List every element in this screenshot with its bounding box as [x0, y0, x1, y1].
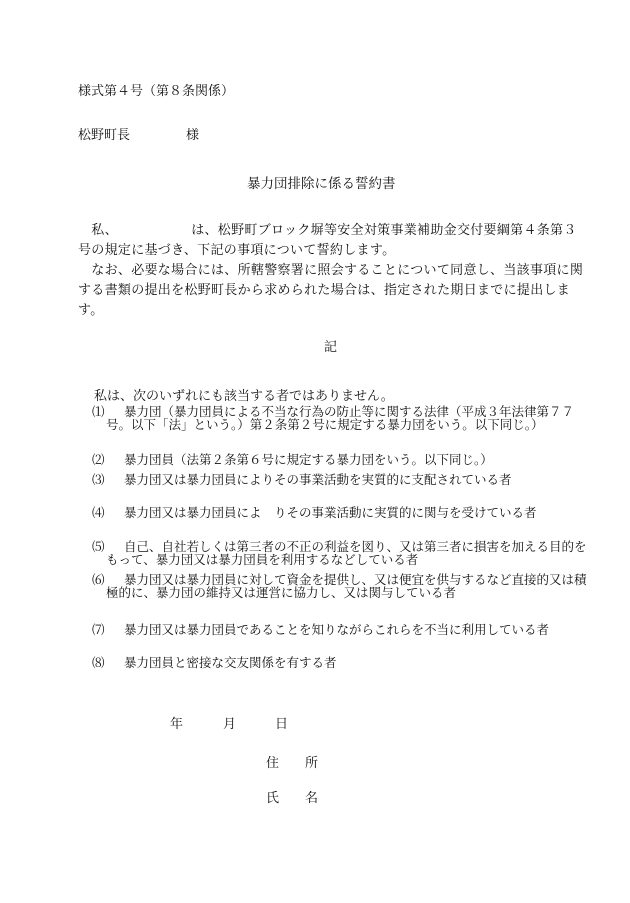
paragraph-consent: なお、必要な場合には、所轄警察署に照会することについて同意し、当該事項に関する書類の提出を松野町長から求められた場合は、指定された期日までに提出します。 — [78, 263, 584, 318]
item-text: 暴力団又は暴力団員によりその事業活動を実質的に支配されている者 — [124, 472, 512, 487]
item-number: ⑺ — [92, 622, 105, 637]
document-title: 暴力団排除に係る誓約書 — [247, 176, 396, 192]
item-number: ⑷ — [92, 505, 105, 520]
name-label: 氏 名 — [266, 791, 319, 806]
form-number: 様式第４号（第８条関係） — [78, 84, 235, 99]
paragraph-pledge: 私、 は、松野町ブロック塀等安全対策事業補助金交付要綱第４条第３号の規定に基づき、下記の事項について誓約します。 — [78, 223, 577, 258]
list-item — [92, 473, 588, 486]
item-text: 暴力団員と密接な交友関係を有する者 — [124, 655, 337, 670]
ki-heading: 記 — [324, 340, 338, 355]
list-item — [92, 453, 588, 466]
item-number: ⑵ — [92, 452, 105, 467]
addressee-suffix: 様 — [186, 128, 200, 143]
list-item — [92, 573, 588, 599]
item-text: 暴力団又は暴力団員に対して資金を提供し、又は便宜を供与するなど直接的又は積極的に、暴力団の維持又は運営に協力し、又は関与している者 — [106, 572, 587, 600]
list-item — [92, 623, 588, 636]
item-number: ⑹ — [92, 572, 105, 587]
date-year: 年 — [170, 717, 184, 732]
date-day: 日 — [275, 717, 289, 732]
item-text: 暴力団又は暴力団員によ りその事業活動に実質的に関与を受けている者 — [124, 505, 537, 520]
item-text: 暴力団又は暴力団員であることを知りながらこれらを不当に利用している者 — [124, 622, 550, 637]
item-text: 暴力団員（法第２条第６号に規定する暴力団をいう。以下同じ。） — [124, 452, 493, 467]
list-item — [92, 656, 588, 669]
list-item — [92, 405, 588, 431]
list-item — [92, 506, 588, 519]
declaration-intro: 私は、次のいずれにも該当する者ではありません。 — [94, 389, 394, 404]
item-number: ⑶ — [92, 472, 105, 487]
item-text: 自己、自社若しくは第三者の不正の利益を図り、又は第三者に損害を加える目的をもって、暴力団又は暴力団員を利用するなどしている者 — [106, 539, 587, 567]
date-month: 月 — [223, 717, 237, 732]
item-number: ⑻ — [92, 655, 105, 670]
item-number: ⑴ — [92, 404, 105, 419]
list-item — [92, 540, 588, 566]
item-number: ⑸ — [92, 539, 105, 554]
addressee: 松野町長 — [78, 128, 131, 143]
item-text: 暴力団（暴力団員による不当な行為の防止等に関する法律（平成３年法律第７７号。以下「法」という。）第２条第２号に規定する暴力団をいう。以下同じ。） — [106, 404, 575, 432]
address-label: 住 所 — [266, 756, 319, 771]
